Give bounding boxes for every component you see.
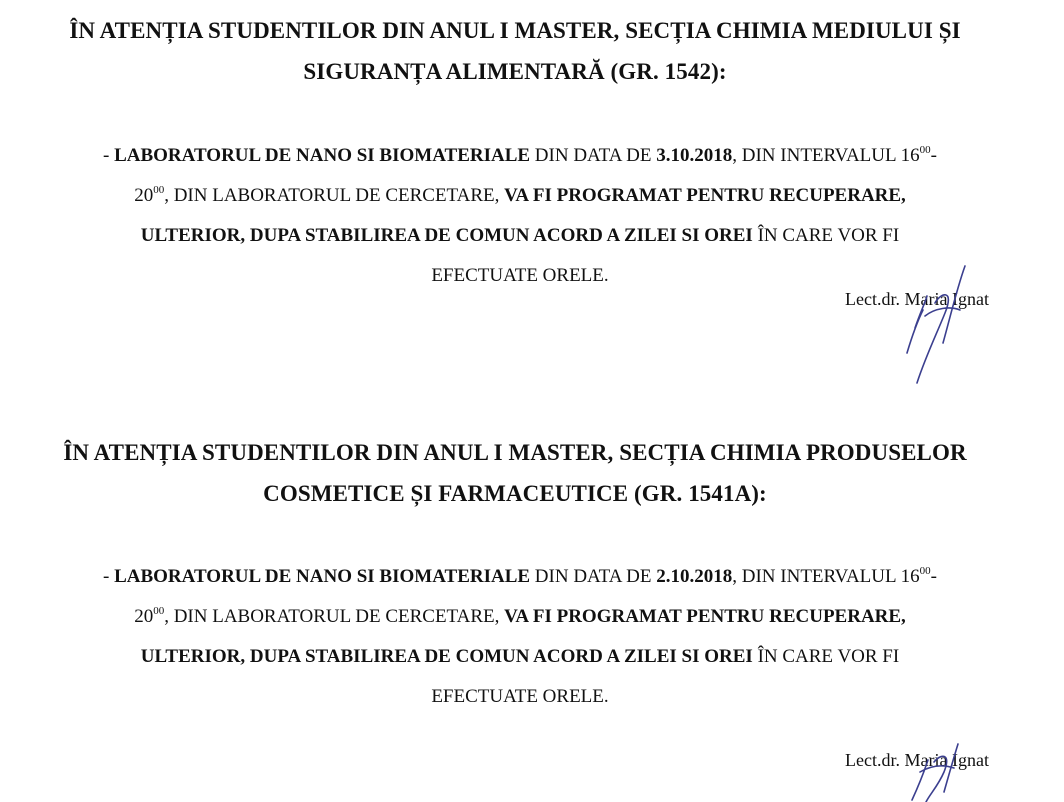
start-minutes: 00 [919, 143, 931, 156]
notice-1-paragraph [20, 136, 1020, 296]
agreement-text: ULTERIOR, DUPA STABILIREA DE COMUN ACORD A ZILEI SI OREI [140, 225, 753, 246]
signature-scribble-icon [898, 742, 968, 802]
interval-hyphen: - [930, 566, 937, 587]
interval-text: , DIN INTERVALUL 16 [732, 566, 920, 587]
notice-2-heading-line-2: COSMETICE ȘI FARMACEUTICE (GR. 1541A): [263, 481, 767, 506]
end-minutes: 00 [153, 183, 165, 196]
date-prefix: DIN DATA DE [530, 566, 657, 587]
date-value: 2.10.2018 [656, 566, 733, 587]
in-care-text: ÎN CARE VOR FI [752, 225, 900, 246]
interval-text: , DIN INTERVALUL 16 [732, 145, 920, 166]
notice-1-signature-text: Lect.dr. Maria Ignat [845, 289, 989, 309]
notice-2-paragraph [20, 557, 1020, 717]
reschedule-text: VA FI PROGRAMAT PENTRU RECUPERARE, [504, 606, 906, 627]
agreement-text: ULTERIOR, DUPA STABILIREA DE COMUN ACORD A ZILEI SI OREI [140, 646, 753, 667]
location-text: , DIN LABORATORUL DE CERCETARE, [164, 606, 505, 627]
notice-1-heading-line-2: SIGURANȚA ALIMENTARĂ (GR. 1542): [303, 59, 727, 84]
date-prefix: DIN DATA DE [530, 145, 657, 166]
notice-2-signature-text: Lect.dr. Maria Ignat [845, 750, 989, 770]
lab-name: LABORATORUL DE NANO SI BIOMATERIALE [114, 566, 531, 587]
notice-2-heading [0, 432, 1030, 514]
notice-1-line-2 [20, 176, 1020, 216]
end-hour: 20 [134, 185, 154, 206]
lab-name: LABORATORUL DE NANO SI BIOMATERIALE [114, 145, 531, 166]
reschedule-text: VA FI PROGRAMAT PENTRU RECUPERARE, [504, 185, 906, 206]
end-hour: 20 [134, 606, 154, 627]
notice-1-heading-line-1: ÎN ATENȚIA STUDENTILOR DIN ANUL I MASTER, SECȚIA CHIMIA MEDIULUI ȘI [69, 18, 961, 43]
dash: - [103, 145, 115, 166]
notice-1-line-3 [20, 216, 1020, 256]
start-minutes: 00 [919, 564, 931, 577]
end-minutes: 00 [153, 604, 165, 617]
signature-scribble-icon [895, 258, 985, 388]
notice-2-heading-line-1: ÎN ATENȚIA STUDENTILOR DIN ANUL I MASTER, SECȚIA CHIMIA PRODUSELOR [63, 440, 967, 465]
notice-2-line-1 [20, 557, 1020, 597]
notice-1-line-1 [20, 136, 1020, 176]
notice-1-heading [0, 10, 1030, 92]
date-value: 3.10.2018 [656, 145, 733, 166]
notice-2-line-2 [20, 597, 1020, 637]
notice-1-line-4: EFECTUATE ORELE. [431, 265, 609, 286]
in-care-text: ÎN CARE VOR FI [752, 646, 900, 667]
location-text: , DIN LABORATORUL DE CERCETARE, [164, 185, 505, 206]
notice-2-line-3 [20, 637, 1020, 677]
dash: - [103, 566, 115, 587]
interval-hyphen: - [930, 145, 937, 166]
notice-2-line-4: EFECTUATE ORELE. [431, 686, 609, 707]
